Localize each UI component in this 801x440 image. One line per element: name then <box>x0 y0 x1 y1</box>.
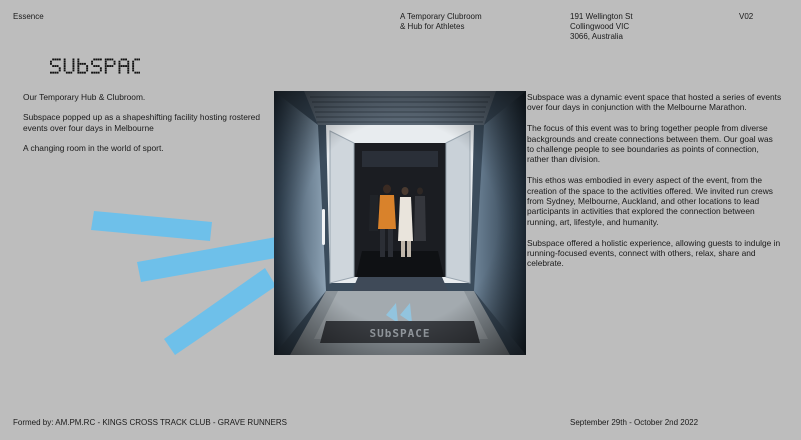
stripe-1 <box>91 211 212 241</box>
address-line-2: Collingwood VIC <box>570 22 630 31</box>
description-paragraph-2: The focus of this event was to bring together people from diverse backgrounds and create connections between them. Our goal was to challenge people to see boundaries as points of connection, rather than division. <box>527 123 773 165</box>
intro-heading: Our Temporary Hub & Clubroom. <box>23 92 146 102</box>
description-paragraph-4: Subspace offered a holistic experience, allowing guests to indulge in running-focused events, connect with others, relax, share and celebrate. <box>527 237 781 269</box>
nav-link-essence[interactable]: Essence <box>13 12 44 21</box>
address-line-3: 3066, Australia <box>570 32 623 41</box>
stripe-2 <box>137 236 287 282</box>
stripe-3 <box>164 268 276 355</box>
event-photo <box>274 91 526 355</box>
tagline-line-2: & Hub for Athletes <box>400 22 465 31</box>
address <box>570 12 670 42</box>
version-label: V02 <box>739 12 754 21</box>
description-paragraph-3: This ethos was embodied in every aspect of the event, from the creation of the space to the activities offered. We invited run crews from Sydney, Melbourne, Auckland, and other locations to lead participants in activities that explored the connection between running, art, lifestyle, and humanity. <box>527 175 773 227</box>
description-paragraph-1: Subspace was a dynamic event space that hosted a series of events over four days in conjunction with the Melbourne Marathon. <box>527 92 782 113</box>
footer-credits: Formed by: AM.PM.RC - KINGS CROSS TRACK CLUB - GRAVE RUNNERS <box>13 418 287 427</box>
tagline <box>400 12 510 32</box>
subspace-logo <box>50 57 140 75</box>
tagline-line-1: A Temporary Clubroom <box>400 12 482 21</box>
intro-paragraph-1: Subspace popped up as a shapeshifting facility hosting rostered events over four days in Melbourne <box>23 112 260 133</box>
intro-paragraph-2: A changing room in the world of sport. <box>23 143 164 154</box>
intro-section <box>23 92 273 164</box>
description-section <box>527 92 782 279</box>
footer-dates: September 29th - October 2nd 2022 <box>570 418 699 427</box>
address-line-1: 191 Wellington St <box>570 12 633 21</box>
